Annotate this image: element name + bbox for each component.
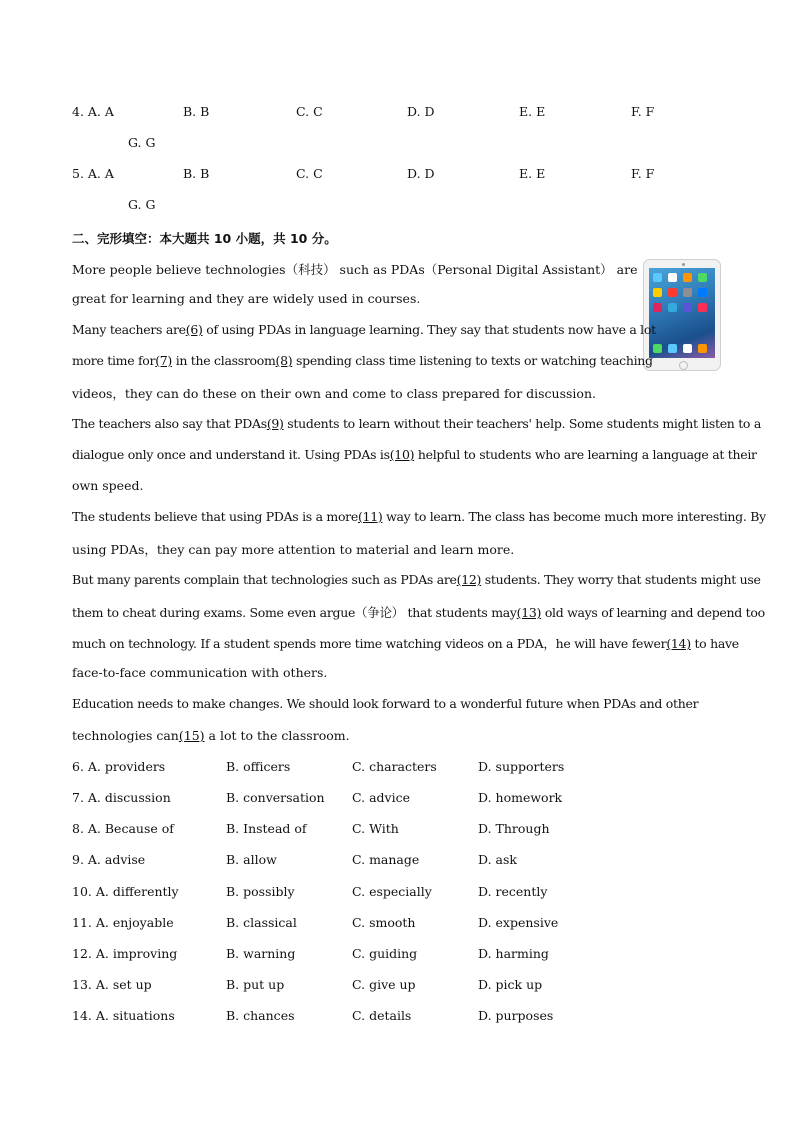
passage-line-13 (72, 634, 739, 652)
choice-option-d: D. homework (478, 790, 563, 805)
passage-text: a lot to the classroom. (204, 728, 350, 743)
choice-row (72, 852, 722, 872)
passage-text: Many teachers are (72, 322, 186, 337)
passage-line-11 (72, 572, 761, 587)
passage-line-10: using PDAs，they can pay more attention to material and learn more. (72, 542, 515, 557)
choice-option-c: C. give up (352, 977, 416, 992)
choice-option-d: D. harming (478, 946, 549, 961)
app-icon (683, 288, 692, 297)
choice-row (72, 884, 722, 904)
choice-option-c: C. manage (352, 852, 420, 867)
passage-text: spending class time listening to texts or watching teaching (292, 353, 653, 368)
passage-text: But many parents complain that technologies such as PDAs are (72, 572, 457, 587)
choice-option-a: 8. A. Because of (72, 821, 174, 836)
passage-text: The teachers also say that PDAs (72, 416, 267, 431)
blank-12: (12) (456, 572, 482, 587)
blank-9: (9) (266, 416, 284, 431)
tablet-screen (649, 268, 715, 358)
choice-option-b: B. classical (226, 915, 297, 930)
choice-option-d: D. purposes (478, 1008, 554, 1023)
passage-text: way to learn. The class has become much more interesting. By (382, 509, 766, 524)
passage-line-14: face-to-face communication with others. (72, 665, 328, 680)
passage-text: much on technology. If a student spends more time watching videos on a PDA，he will have fewer (72, 636, 667, 651)
passage-text: more time for (72, 353, 156, 368)
q4-option-e: E. E (519, 104, 546, 119)
q5-option-g: G. G (128, 197, 156, 212)
passage-line-15: Education needs to make changes. We should look forward to a wonderful future when PDAs and other (72, 696, 699, 711)
choice-option-a: 9. A. advise (72, 852, 146, 867)
q5-option-f: F. F (631, 166, 655, 181)
passage-text: technologies can (72, 728, 179, 743)
passage-text: students to learn without their teachers' help. Some students might listen to a (283, 416, 761, 431)
choice-option-c: C. advice (352, 790, 410, 805)
dock-icon (698, 344, 707, 353)
choice-option-c: C. characters (352, 759, 437, 774)
tablet-image (643, 259, 721, 371)
choice-option-b: B. allow (226, 852, 277, 867)
choice-option-b: B. conversation (226, 790, 325, 805)
blank-6: (6) (185, 322, 203, 337)
choice-option-b: B. warning (226, 946, 296, 961)
passage-line-12 (72, 603, 765, 621)
choice-option-c: C. With (352, 821, 399, 836)
choice-option-d: D. pick up (478, 977, 543, 992)
app-icon (698, 303, 707, 312)
choice-row (72, 759, 722, 779)
q5-option-b: B. B (183, 166, 210, 181)
blank-15: (15) (178, 728, 205, 743)
section-2-title: 二、完形填空：本大题共 10 小题，共 10 分。 (72, 231, 337, 246)
passage-text: dialogue only once and understand it. Using PDAs is (72, 447, 390, 462)
choice-option-d: D. recently (478, 884, 548, 899)
app-icon (668, 303, 677, 312)
choice-row (72, 790, 722, 810)
choice-option-c: C. guiding (352, 946, 418, 961)
q5-option-d: D. D (407, 166, 435, 181)
choice-option-a: 6. A. providers (72, 759, 166, 774)
blank-8: (8) (275, 353, 293, 368)
passage-text: The students believe that using PDAs is a more (72, 509, 358, 524)
q4-option-c: C. C (296, 104, 323, 119)
choice-option-a: 7. A. discussion (72, 790, 171, 805)
choice-option-a: 14. A. situations (72, 1008, 175, 1023)
question-5-options (72, 166, 722, 186)
app-icon (653, 288, 662, 297)
passage-text: to have (690, 636, 739, 651)
choice-option-c: C. smooth (352, 915, 416, 930)
choice-option-d: D. Through (478, 821, 550, 836)
passage-line-3 (72, 322, 656, 337)
q4-option-f: F. F (631, 104, 655, 119)
question-4-options (72, 104, 722, 124)
blank-7: (7) (155, 353, 173, 368)
choice-option-d: D. ask (478, 852, 517, 867)
passage-text: in the classroom (172, 353, 276, 368)
q4-option-b: B. B (183, 104, 210, 119)
choice-option-b: B. chances (226, 1008, 295, 1023)
choice-option-a: 11. A. enjoyable (72, 915, 174, 930)
choice-row (72, 1008, 722, 1028)
passage-text: them to cheat during exams. Some even argue（争论） that students may (72, 605, 517, 620)
choice-option-a: 10. A. differently (72, 884, 179, 899)
app-icon (668, 288, 677, 297)
blank-10: (10) (389, 447, 415, 462)
dock-icon (668, 344, 677, 353)
choice-option-d: D. expensive (478, 915, 559, 930)
q5-option-c: C. C (296, 166, 323, 181)
passage-text: helpful to students who are learning a language at their (414, 447, 757, 462)
blank-11: (11) (357, 509, 383, 524)
choice-row (72, 977, 722, 997)
app-icon (668, 273, 677, 282)
choice-option-a: 13. A. set up (72, 977, 152, 992)
passage-line-9 (72, 509, 766, 524)
choice-option-b: B. officers (226, 759, 291, 774)
dock-icon (683, 344, 692, 353)
tablet-camera (682, 263, 685, 266)
choice-option-c: C. details (352, 1008, 412, 1023)
app-icon (653, 273, 662, 282)
choice-option-b: B. possibly (226, 884, 295, 899)
blank-13: (13) (516, 605, 542, 620)
passage-text: old ways of learning and depend too (541, 605, 765, 620)
q4-option-d: D. D (407, 104, 435, 119)
choice-option-d: D. supporters (478, 759, 565, 774)
choice-row (72, 946, 722, 966)
passage-line-1: More people believe technologies（科技） such as PDAs（Personal Digital Assistant） are (72, 262, 638, 277)
passage-line-2: great for learning and they are widely used in courses. (72, 291, 421, 306)
passage-text: students. They worry that students might use (481, 572, 761, 587)
app-icon (698, 273, 707, 282)
choice-row (72, 821, 722, 841)
app-icon (683, 273, 692, 282)
tablet-home-button (679, 361, 688, 370)
choice-option-a: 12. A. improving (72, 946, 178, 961)
choice-option-b: B. put up (226, 977, 285, 992)
app-icon (698, 288, 707, 297)
passage-line-5: videos，they can do these on their own and come to class prepared for discussion. (72, 386, 596, 401)
passage-line-8: own speed. (72, 478, 144, 493)
choice-option-b: B. Instead of (226, 821, 307, 836)
q4-option-a: 4. A. A (72, 104, 114, 119)
app-icon (683, 303, 692, 312)
q5-option-a: 5. A. A (72, 166, 114, 181)
passage-line-4 (72, 353, 653, 368)
q4-option-g: G. G (128, 135, 156, 150)
passage-line-16 (72, 728, 350, 743)
blank-14: (14) (666, 636, 691, 651)
choice-option-c: C. especially (352, 884, 432, 899)
q5-option-e: E. E (519, 166, 546, 181)
passage-text: of using PDAs in language learning. They say that students now have a lot (202, 322, 656, 337)
passage-line-7 (72, 447, 757, 462)
passage-line-6 (72, 416, 761, 431)
dock-icon (653, 344, 662, 353)
app-icon (653, 303, 662, 312)
choice-row (72, 915, 722, 935)
